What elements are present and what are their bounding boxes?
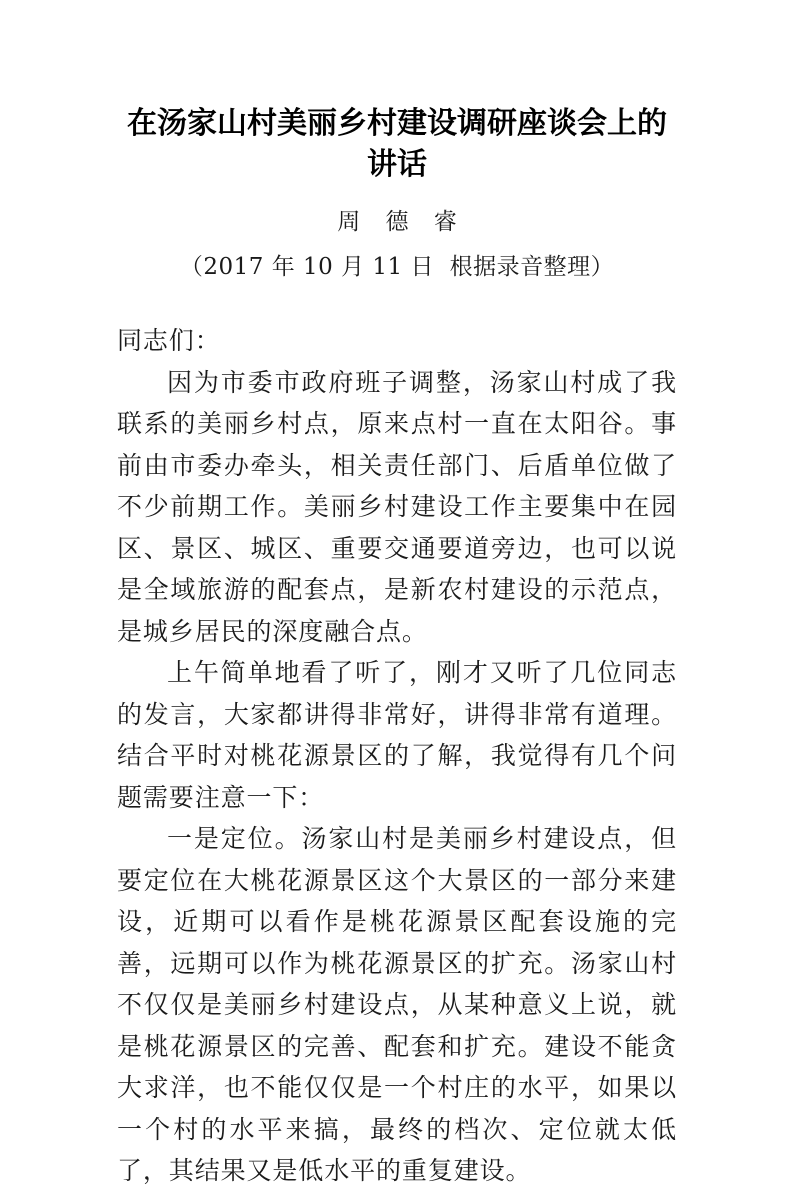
author-name: 周 德 睿: [337, 209, 466, 235]
title-line-2: 讲话: [367, 147, 427, 182]
salutation: 同志们：: [117, 326, 221, 355]
body-text: [117, 284, 677, 1192]
paragraph-2: 上午简单地看了听了，刚才又听了几位同志的发言，大家都讲得非常好，讲得非常有道理。结合平时对桃花源景区的了解，我觉得有几个问题需要注意一下：: [117, 658, 677, 812]
document-content: [117, 0, 677, 1192]
title-line-1: 在汤家山村美丽乡村建设调研座谈会上的: [127, 106, 667, 141]
dateline: （2017 年 10 月 11 日 根据录音整理）: [179, 254, 615, 280]
paragraph-1: 因为市委市政府班子调整，汤家山村成了我联系的美丽乡村点，原来点村一直在太阳谷。事前由市委办牵头，相关责任部门、后盾单位做了不少前期工作。美丽乡村建设工作主要集中在园区、景区、城区、重要交通要道旁边，也可以说是全域旅游的配套点，是新农村建设的示范点，是城乡居民的深度融合点。: [117, 367, 677, 646]
page-title: [117, 0, 677, 185]
paragraph-3: 一是定位。汤家山村是美丽乡村建设点，但要定位在大桃花源景区这个大景区的一部分来建设，近期可以看作是桃花源景区配套设施的完善，远期可以作为桃花源景区的扩充。汤家山村不仅仅是美丽乡村建设点，从某种意义上说，就是桃花源景区的完善、配套和扩充。建设不能贪大求洋，也不能仅仅是一个村庄的水平，如果以一个村的水平来搞，最终的档次、定位就太低了，其结果又是低水平的重复建设。: [117, 824, 677, 1185]
